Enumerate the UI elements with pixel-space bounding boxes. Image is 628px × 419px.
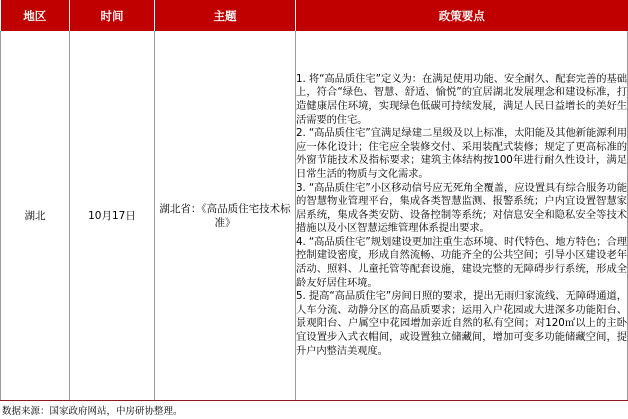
header-policy-points: 政策要点 — [296, 0, 628, 31]
source-note: 数据来源：国家政府网站，中房研协整理。 — [2, 406, 183, 417]
policy-point-1: 1. 将“高品质住宅”定义为：在满足使用功能、安全耐久、配套完善的基础上，符合“绿色、智慧、舒适、愉悦”的宜居湖北发展理念和建设标准，打造健康居住环境，实现绿色低碳可持续发展，满足人民日益增长的美好生活需要的住宅。 — [296, 72, 627, 126]
policy-point-4: 4. “高品质住宅”规划建设更加注重生态环境、时代特色、地方特色；合理控制建设密度，形成自然流畅、功能齐全的公共空间；引导小区建设老年活动、照料、儿童托管等配套设施，建设完整的无障碍步行系统，形成全龄友好居住环境。 — [296, 235, 627, 289]
policy-point-3: 3. “高品质住宅”小区移动信号应无死角全覆盖，应设置具有综合服务功能的智慧物业管理平台，集成各类智慧监测、报警系统；户内宜设置智慧家居系统，集成各类安防、设备控制等系统；对信息安全和隐私安全等技术措施以及小区智慧运维管理体系提出要求。 — [296, 181, 627, 235]
table-header-row — [1, 0, 628, 31]
cell-policy-points — [296, 31, 628, 401]
header-region: 地区 — [1, 0, 70, 31]
cell-date: 10月17日 — [70, 31, 155, 401]
policy-point-2: 2. “高品质住宅”宜满足绿建二星级及以上标准，太阳能及其他新能源利用应一体化设计；住宅应全装修交付、采用装配式装修；规定了更高标准的外窗节能技术及指标要求；建筑主体结构按100年进行耐久性设计，满足日常生活的物质与文化需求。 — [296, 127, 627, 180]
policy-point-5: 5. 提高“高品质住宅”房间日照的要求，提出无雨归家流线、无障碍通道，人车分流、动静分区的高品质要求；运用入户花园或大进深多功能阳台、景观阳台、户属空中花园增加亲近自然的私有空间；对120㎡以上的主卧宜设置步入式衣帽间，或设置独立储藏间，增加可变多功能储藏空间，提升户内整洁美观度。 — [296, 290, 627, 357]
cell-topic: 湖北省：《高品质住宅技术标准》 — [155, 31, 296, 401]
header-date: 时间 — [70, 0, 155, 31]
cell-region: 湖北 — [1, 31, 70, 401]
header-topic: 主题 — [155, 0, 296, 31]
table-row — [1, 31, 628, 401]
